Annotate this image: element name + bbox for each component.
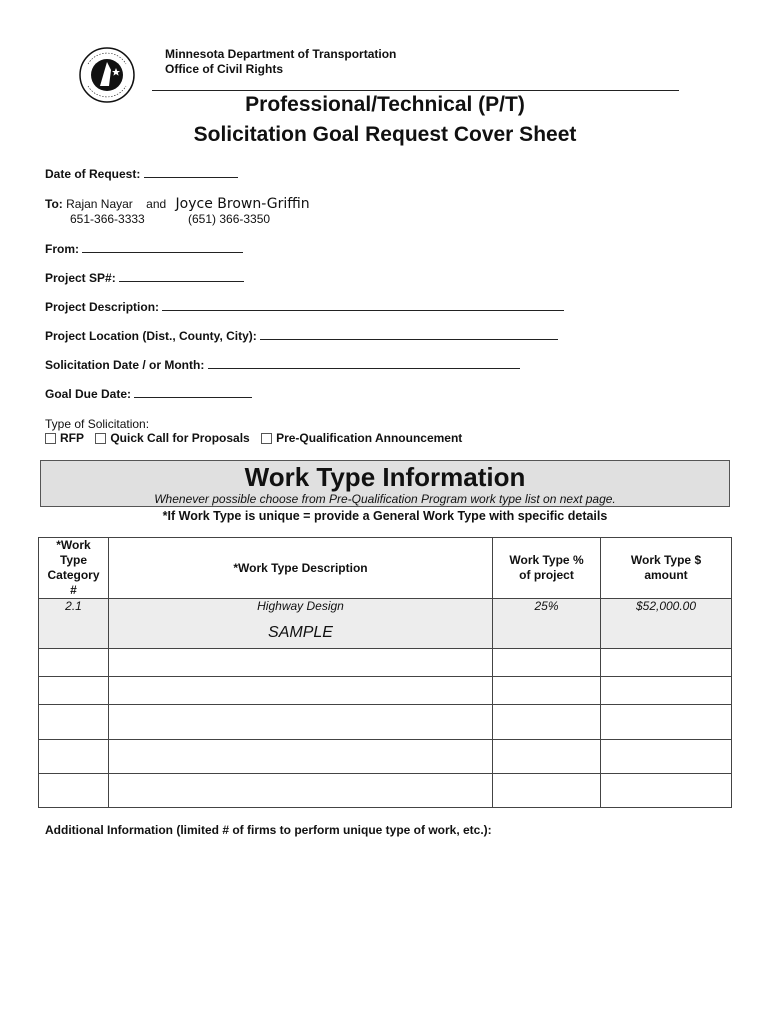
checkbox-quick-call[interactable] [95, 433, 106, 444]
date-of-request-field [45, 166, 238, 181]
col-header-percent: Work Type % of project [493, 538, 601, 599]
goal-due-date-field [45, 386, 252, 401]
option-pre-qualification-label: Pre-Qualification Announcement [276, 431, 463, 445]
option-rfp[interactable] [45, 431, 84, 445]
table-cell[interactable] [601, 677, 732, 705]
table-cell[interactable] [109, 774, 493, 808]
contact-1-phone: 651-366-3333 [70, 212, 145, 226]
option-pre-qualification[interactable] [261, 431, 462, 445]
table-cell[interactable] [601, 774, 732, 808]
additional-information-label: Additional Information (limited # of firms to perform unique type of work, etc.): [45, 823, 492, 837]
project-sp-blank[interactable] [119, 270, 244, 282]
table-row-sample [39, 599, 732, 649]
work-type-header-box [40, 460, 730, 507]
header-rule [152, 90, 679, 91]
sample-amount-cell[interactable]: $52,000.00 [601, 599, 732, 649]
option-quick-call[interactable] [95, 431, 249, 445]
table-row [39, 705, 732, 740]
table-cell[interactable] [601, 705, 732, 740]
project-location-blank[interactable] [260, 328, 558, 340]
option-quick-call-label: Quick Call for Proposals [110, 431, 250, 445]
table-cell[interactable] [39, 677, 109, 705]
organization-name [165, 47, 396, 77]
table-cell[interactable] [493, 649, 601, 677]
table-header-row [39, 538, 732, 599]
sample-watermark-label: SAMPLE [268, 624, 333, 641]
goal-due-date-label: Goal Due Date: [45, 387, 132, 401]
table-cell[interactable] [109, 705, 493, 740]
table-row [39, 649, 732, 677]
checkbox-rfp[interactable] [45, 433, 56, 444]
project-description-blank[interactable] [162, 299, 564, 311]
solicitation-options [45, 431, 470, 445]
project-description-label: Project Description: [45, 300, 160, 314]
from-field [45, 241, 243, 256]
table-cell[interactable] [109, 740, 493, 774]
project-description-field [45, 299, 564, 314]
col-header-amount: Work Type $ amount [601, 538, 732, 599]
date-of-request-blank[interactable] [144, 166, 238, 178]
table-cell[interactable] [39, 774, 109, 808]
date-of-request-label: Date of Request: [45, 167, 141, 181]
table-cell[interactable] [493, 705, 601, 740]
col-header-category: *Work Type Category # [39, 538, 109, 599]
sample-description-cell[interactable] [109, 599, 493, 649]
contact-1-name: Rajan Nayar [66, 197, 133, 211]
work-type-heading: Work Type Information [244, 462, 526, 492]
table-cell[interactable] [493, 677, 601, 705]
solicitation-date-label: Solicitation Date / or Month: [45, 358, 205, 372]
solicitation-date-field [45, 357, 520, 372]
table-row [39, 740, 732, 774]
to-label: To: [45, 197, 63, 211]
col-header-description: *Work Type Description [109, 538, 493, 599]
table-row [39, 774, 732, 808]
table-cell[interactable] [39, 705, 109, 740]
contact-2-name: Joyce Brown-Griffin [175, 196, 310, 212]
and-text: and [146, 197, 167, 211]
table-cell[interactable] [109, 649, 493, 677]
type-of-solicitation-label: Type of Solicitation: [45, 417, 150, 431]
from-label: From: [45, 242, 79, 256]
table-cell[interactable] [601, 649, 732, 677]
org-line-2: Office of Civil Rights [165, 62, 284, 76]
contact-2-phone: (651) 366-3350 [188, 212, 271, 226]
table-cell[interactable] [601, 740, 732, 774]
sample-category-cell[interactable]: 2.1 [39, 599, 109, 649]
solicitation-date-blank[interactable] [208, 357, 520, 369]
project-location-label: Project Location (Dist., County, City): [45, 329, 257, 343]
to-line [45, 196, 310, 212]
project-location-field [45, 328, 558, 343]
unique-work-type-note: *If Work Type is unique = provide a General Work Type with specific details [162, 509, 608, 523]
table-cell[interactable] [109, 677, 493, 705]
goal-due-date-blank[interactable] [134, 386, 252, 398]
work-type-subheading: Whenever possible choose from Pre-Qualification Program work type list on next page. [154, 492, 616, 506]
table-cell[interactable] [493, 740, 601, 774]
table-cell[interactable] [39, 740, 109, 774]
from-blank[interactable] [82, 241, 243, 253]
table-cell[interactable] [39, 649, 109, 677]
table-cell[interactable] [493, 774, 601, 808]
checkbox-pre-qualification[interactable] [261, 433, 272, 444]
sample-description-text: Highway Design [257, 599, 344, 613]
org-line-1: Minnesota Department of Transportation [165, 47, 397, 61]
work-type-table [38, 537, 732, 808]
project-sp-field [45, 270, 244, 285]
project-sp-label: Project SP#: [45, 271, 116, 285]
page-title-line-1: Professional/Technical (P/T) [245, 93, 525, 116]
option-rfp-label: RFP [60, 431, 84, 445]
page-title-line-2: Solicitation Goal Request Cover Sheet [193, 123, 577, 146]
sample-percent-cell[interactable]: 25% [493, 599, 601, 649]
table-row [39, 677, 732, 705]
